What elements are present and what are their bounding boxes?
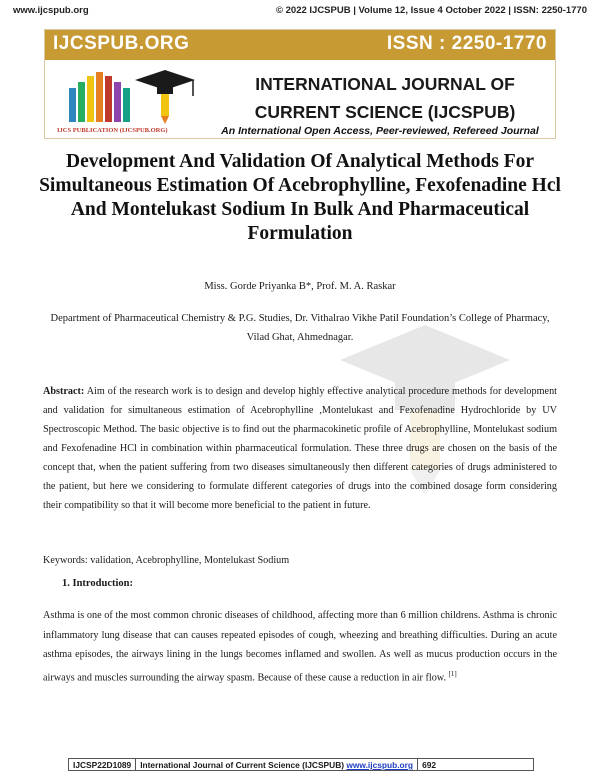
logo-book-1 bbox=[69, 88, 76, 122]
logo-book-4 bbox=[96, 72, 103, 122]
paper-affiliation: Department of Pharmaceutical Chemistry & P.G. Studies, Dr. Vithalrao Vikhe Patil Foundation’s College of Pharmacy, Vilad Ghat, Ahmednagar. bbox=[50, 313, 550, 343]
footer-journal-name: International Journal of Current Science (IJCSPUB) bbox=[140, 760, 345, 770]
introduction-paragraph bbox=[43, 606, 557, 687]
logo-caption: IJCS PUBLICATION (IJCSPUB.ORG) bbox=[57, 127, 168, 134]
paper-authors: Miss. Gorde Priyanka B*, Prof. M. A. Raskar bbox=[204, 281, 396, 292]
journal-name-line1: INTERNATIONAL JOURNAL OF bbox=[255, 74, 515, 94]
logo-book-6 bbox=[114, 82, 121, 122]
journal-logo-icon bbox=[65, 66, 205, 128]
logo-book-5 bbox=[105, 76, 112, 122]
journal-banner bbox=[44, 29, 556, 139]
header-website: www.ijcspub.org bbox=[13, 5, 89, 16]
footer-page-number: 692 bbox=[422, 760, 437, 770]
section-heading-introduction: 1. Introduction: bbox=[62, 578, 133, 589]
abstract-label: Abstract: bbox=[43, 386, 85, 397]
abstract bbox=[43, 382, 557, 515]
footer-paper-id: IJCSP22D1089 bbox=[69, 759, 136, 770]
abstract-text: Aim of the research work is to design and develop highly effective analytical procedure methods for development and validation for simultaneous estimation of Acebrophylline ,Montelukast and Fexofenadine Hydrochloride by UV Spectroscopic Method. The basic objective is to find out the pharmacokinetic profile of Acebrophylline, Montelukast sodium and Fexofenadine HCl in combination within pharmaceutical formulation. These three drugs are chosen on the basis of the concept that, when the patient suffering from two diseases simultaneously then different categories of drugs administered to the patient, but here we considering to formulate different categories of drugs into the combined dosage form considering their compatibility so that it will become more beneficial to the patient in future. bbox=[43, 386, 557, 511]
banner-issn: ISSN : 2250-1770 bbox=[386, 33, 547, 54]
journal-tagline: An International Open Access, Peer-reviewed, Refereed Journal bbox=[221, 125, 539, 137]
footer-journal bbox=[136, 759, 418, 770]
logo-book-7 bbox=[123, 88, 130, 122]
logo-pencil bbox=[161, 94, 169, 116]
logo-book-2 bbox=[78, 82, 85, 122]
running-header bbox=[13, 5, 587, 19]
page-footer bbox=[68, 758, 534, 771]
footer-link[interactable]: www.ijcspub.org bbox=[346, 760, 414, 770]
keywords: Keywords: validation, Acebrophylline, Montelukast Sodium bbox=[43, 555, 290, 566]
introduction-text: Asthma is one of the most common chronic diseases of childhood, affecting more than 6 million childrens. Asthma is chronic inflammatory lung disease that can causes repeated episodes of cough, wheezing and breathing difficulties. During an acute asthma episodes, the airways lining in the lungs becomes inflamed and swollen. As well as mucus production occurs in the airways and muscles surrounding the airway spasm. Because of these cause a reduction in air flow. bbox=[43, 610, 557, 683]
citation-ref: [1] bbox=[448, 669, 457, 678]
journal-name bbox=[235, 70, 535, 126]
paper-title: Development And Validation Of Analytical Methods For Simultaneous Estimation Of Acebrophylline, Fexofenadine Hcl And Montelukast Sodium In Bulk And Pharmaceutical Formulation bbox=[39, 151, 561, 244]
banner-site: IJCSPUB.ORG bbox=[53, 33, 190, 54]
journal-name-line2: CURRENT SCIENCE (IJCSPUB) bbox=[254, 102, 516, 122]
logo-book-3 bbox=[87, 76, 94, 122]
banner-strip bbox=[45, 30, 555, 60]
header-citation: © 2022 IJCSPUB | Volume 12, Issue 4 October 2022 | ISSN: 2250-1770 bbox=[275, 5, 587, 16]
